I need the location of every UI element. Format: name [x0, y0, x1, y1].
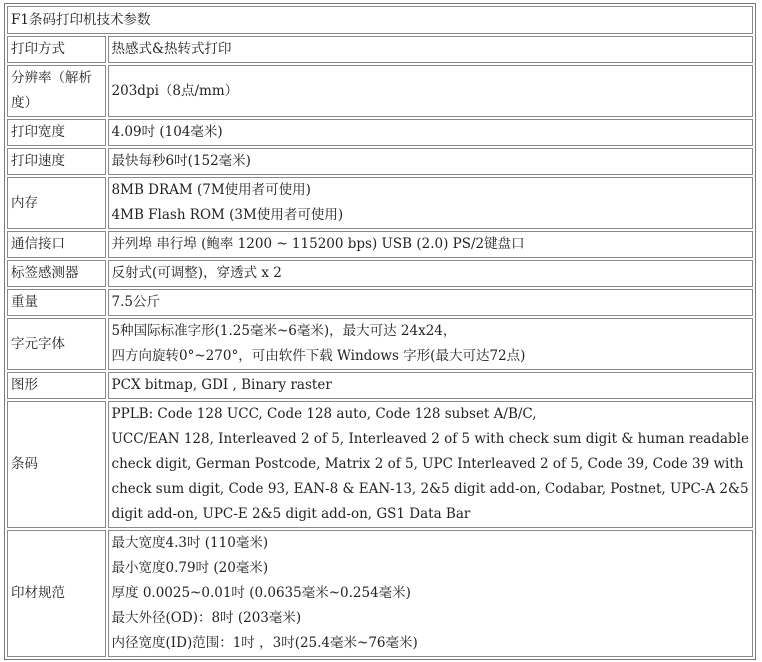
title-row — [7, 6, 753, 34]
spec-row — [7, 260, 753, 287]
table-title: F1条码打印机技术参数 — [7, 6, 753, 34]
spec-label: 内存 — [7, 177, 106, 229]
spec-label: 打印方式 — [7, 36, 106, 63]
spec-value — [108, 318, 753, 370]
spec-label: 印材规范 — [7, 530, 106, 657]
spec-row — [7, 36, 753, 63]
spec-value-line: 最大宽度4.3吋 (110毫米) — [111, 535, 269, 551]
spec-value-line: UCC/EAN 128, Interleaved 2 of 5, Interleaved 2 of 5 with check sum digit & human readable — [111, 431, 749, 447]
spec-value — [108, 401, 753, 528]
spec-row — [7, 372, 753, 399]
spec-row — [7, 318, 753, 370]
spec-value-line: 203dpi（8点/mm） — [111, 82, 239, 99]
spec-row — [7, 231, 753, 258]
spec-table — [4, 3, 756, 660]
spec-value-line: 反射式(可调整)，穿透式 x 2 — [111, 265, 282, 281]
spec-value-line: 最快每秒6吋(152毫米) — [111, 153, 251, 169]
spec-value — [108, 177, 753, 229]
spec-label: 重量 — [7, 289, 106, 316]
spec-value — [108, 36, 753, 63]
spec-value — [108, 530, 753, 657]
spec-value-line: 热感式&热转式打印 — [111, 41, 232, 57]
spec-value-line: 最小宽度0.79吋 (20毫米) — [111, 560, 269, 576]
spec-value — [108, 372, 753, 399]
spec-row — [7, 401, 753, 528]
spec-value-line: 厚度 0.0025~0.01吋 (0.0635毫米~0.254毫米) — [111, 585, 411, 601]
spec-value-line: digit add-on, UPC-E 2&5 digit add-on, GS1 Data Bar — [111, 506, 471, 522]
spec-value-line: check digit, German Postcode, Matrix 2 of 5, UPC Interleaved 2 of 5, Code 39, Code 39 with — [111, 456, 744, 472]
spec-value — [108, 289, 753, 316]
spec-row — [7, 177, 753, 229]
spec-value-line: 四方向旋转0°~270°，可由软件下载 Windows 字形(最大可达72点) — [111, 348, 526, 364]
spec-value-line: 最大外径(OD)：8吋 (203毫米) — [111, 610, 302, 626]
spec-value — [108, 260, 753, 287]
spec-label: 标签感测器 — [7, 260, 106, 287]
spec-label: 分辨率（解析度） — [7, 65, 106, 117]
spec-value-line: PCX bitmap, GDI , Binary raster — [111, 377, 332, 393]
spec-row — [7, 289, 753, 316]
spec-value-line: PPLB: Code 128 UCC, Code 128 auto, Code 128 subset A/B/C, — [111, 406, 537, 422]
spec-value-line: 4MB Flash ROM (3M使用者可使用) — [111, 207, 344, 223]
spec-value-line: 4.09吋 (104毫米) — [111, 124, 223, 140]
spec-value — [108, 148, 753, 175]
spec-value — [108, 65, 753, 117]
spec-label: 字元字体 — [7, 318, 106, 370]
spec-label: 条码 — [7, 401, 106, 528]
spec-value-line: 8MB DRAM (7M使用者可使用) — [111, 182, 311, 198]
spec-value-line: 并列埠 串行埠 (鲍率 1200 ~ 115200 bps) USB (2.0) PS/2键盘口 — [111, 236, 525, 252]
spec-label: 打印宽度 — [7, 119, 106, 146]
spec-value — [108, 231, 753, 258]
spec-value-line: 7.5公斤 — [111, 294, 161, 310]
spec-label: 打印速度 — [7, 148, 106, 175]
spec-value-line: 5种国际标准字形(1.25毫米~6毫米)，最大可达 24x24， — [111, 323, 457, 339]
spec-label: 图形 — [7, 372, 106, 399]
spec-value — [108, 119, 753, 146]
spec-label: 通信接口 — [7, 231, 106, 258]
spec-row — [7, 65, 753, 117]
spec-row — [7, 148, 753, 175]
spec-value-line: 内径宽度(ID)范围：1吋 ，3吋(25.4毫米~76毫米) — [111, 635, 418, 651]
spec-row — [7, 530, 753, 657]
spec-value-line: check sum digit, Code 93, EAN-8 & EAN-13, 2&5 digit add-on, Codabar, Postnet, UPC-A 2&5 — [111, 481, 749, 497]
spec-row — [7, 119, 753, 146]
